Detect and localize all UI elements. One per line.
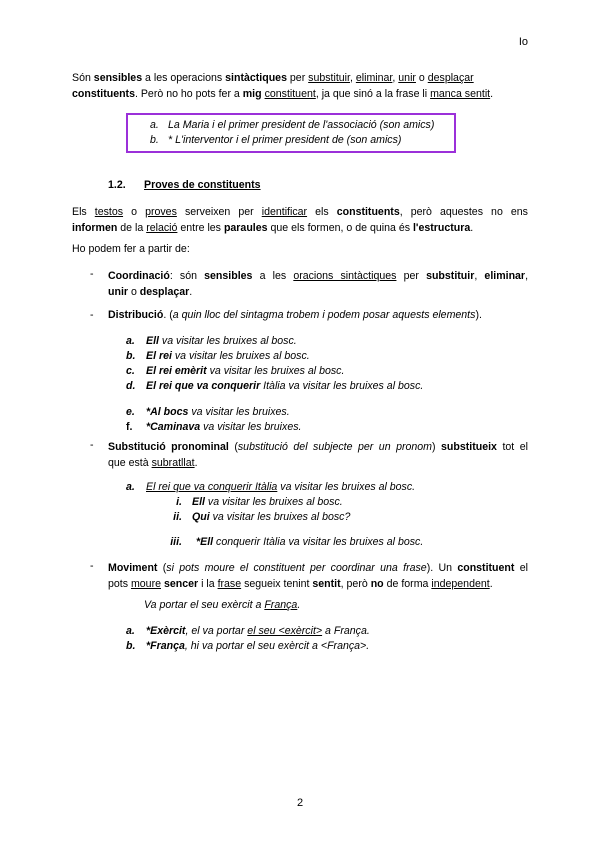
bullet-dash: - xyxy=(90,268,94,280)
example-row xyxy=(126,639,370,654)
text: eliminar xyxy=(484,270,526,282)
distribution-item xyxy=(108,309,482,321)
text: sencer xyxy=(163,578,199,590)
example-box xyxy=(126,113,456,153)
text: *Exèrcit xyxy=(146,625,186,637)
text: a les operacions xyxy=(142,72,226,84)
text: conquerir Itàlia va visitar les bruixes al bosc. xyxy=(213,536,424,548)
substitution-subexamples xyxy=(144,495,423,550)
text: va visitar les bruixes. xyxy=(200,421,302,433)
text: o xyxy=(415,72,428,84)
example-row xyxy=(126,405,423,420)
example-row xyxy=(126,334,423,349)
text: ) xyxy=(432,441,442,453)
text: constituent xyxy=(264,88,316,100)
text: que els formen, o de quina és xyxy=(267,222,413,234)
text: identificar xyxy=(261,206,308,218)
distribution-examples xyxy=(126,334,423,435)
example-row xyxy=(126,379,423,394)
text: substitueix xyxy=(441,441,497,453)
text: no xyxy=(370,578,384,590)
text: *França xyxy=(146,640,185,652)
text: Els xyxy=(72,206,95,218)
text: a França. xyxy=(322,625,370,637)
example-label: b. xyxy=(126,640,136,652)
coordination-item xyxy=(108,268,528,300)
text: El rei emèrit xyxy=(146,365,207,377)
text: frase xyxy=(217,578,242,590)
text: testos xyxy=(94,206,124,218)
intro-paragraph xyxy=(72,70,528,102)
text: El rei xyxy=(146,350,172,362)
text: sensibles xyxy=(93,72,143,84)
example-label: b. xyxy=(126,350,136,362)
text: *Caminava xyxy=(146,421,201,433)
text: va visitar les bruixes. xyxy=(188,406,290,418)
example-text: * L'interventor i el primer president de (son amics) xyxy=(168,134,402,146)
example-label: e. xyxy=(126,406,135,418)
text: ( xyxy=(157,562,167,574)
example-label: b. xyxy=(150,134,159,146)
text: el seu <exèrcit> xyxy=(247,625,323,637)
text: Distribució xyxy=(108,309,164,321)
example-label: a. xyxy=(150,119,159,131)
example-label: a. xyxy=(126,335,135,347)
text: l'estructura xyxy=(412,222,471,234)
text: que està xyxy=(108,457,152,469)
text: de la xyxy=(117,222,147,234)
text: Substitució pronominal xyxy=(108,441,229,453)
bullet-dash: - xyxy=(90,439,94,451)
text: va visitar les bruixes al bosc. xyxy=(158,335,297,347)
example-label: a. xyxy=(126,625,135,637)
text: serveixen per xyxy=(176,206,262,218)
text: va visitar les bruixes al bosc? xyxy=(209,511,351,523)
text: o xyxy=(123,206,146,218)
bullet-dash: - xyxy=(90,560,94,572)
text: tot el xyxy=(496,441,528,453)
text: . xyxy=(297,599,301,611)
text: , xyxy=(474,270,485,282)
text: independent xyxy=(431,578,490,590)
text: va visitar les bruixes al bosc. xyxy=(206,365,345,377)
text: Va portar el seu exèrcit a xyxy=(144,599,265,611)
text: ). Un xyxy=(426,562,458,574)
example-label: i. xyxy=(176,496,182,508)
example-row xyxy=(144,495,423,510)
text: Coordinació xyxy=(108,270,170,282)
text: el xyxy=(514,562,528,574)
text: va visitar les bruixes al bosc. xyxy=(204,496,343,508)
text: els xyxy=(307,206,337,218)
text: va visitar les bruixes al bosc. xyxy=(171,350,310,362)
text: Ell xyxy=(146,335,159,347)
example-label: iii. xyxy=(170,536,182,548)
text: subratllat xyxy=(151,457,195,469)
text: sintàctiques xyxy=(225,72,287,84)
section-title: Proves de constituents xyxy=(144,179,261,191)
text: sentit xyxy=(312,578,341,590)
text: a quin lloc del sintagma trobem i podem posar aquests elements xyxy=(172,309,476,321)
text: per xyxy=(286,72,309,84)
example-row xyxy=(126,624,370,639)
text: ( xyxy=(228,441,238,453)
text: , però aquestes no ens xyxy=(399,206,528,218)
example-label: f. xyxy=(126,421,133,433)
example-label: ii. xyxy=(173,511,182,523)
text: moure xyxy=(130,578,161,590)
text: *Ell xyxy=(196,536,214,548)
text: manca sentit xyxy=(430,88,491,100)
text: substituir xyxy=(308,72,350,84)
text: . Però no ho pots fer a xyxy=(134,88,243,100)
text: proves xyxy=(145,206,177,218)
movement-item xyxy=(108,560,528,592)
example-row xyxy=(144,535,423,550)
text: Moviment xyxy=(108,562,158,574)
text: relació xyxy=(146,222,178,234)
text: : són xyxy=(169,270,205,282)
text: constituent xyxy=(457,562,515,574)
text: . xyxy=(189,286,193,298)
text: ). xyxy=(475,309,482,321)
text: França xyxy=(264,599,298,611)
text: per xyxy=(396,270,427,282)
text: de forma xyxy=(383,578,432,590)
text: . xyxy=(489,578,493,590)
text: va visitar les bruixes al bosc. xyxy=(277,481,416,493)
text: El rei que va conquerir xyxy=(146,380,261,392)
example-label: c. xyxy=(126,365,135,377)
example-row xyxy=(126,349,423,364)
text: , el va portar xyxy=(185,625,248,637)
text: informen xyxy=(72,222,118,234)
text: El rei que va conquerir Itàlia xyxy=(146,481,278,493)
text: Són xyxy=(72,72,94,84)
example-label: a. xyxy=(126,481,135,493)
text: unir xyxy=(108,286,129,298)
text: a les xyxy=(252,270,294,282)
page-number: 2 xyxy=(296,797,304,809)
example-text: La Maria i el primer president de l'associació (son amics) xyxy=(168,119,435,131)
text: o xyxy=(128,286,140,298)
text: substitució del subjecte per un pronom xyxy=(237,441,432,453)
text: i la xyxy=(198,578,218,590)
text: sensibles xyxy=(204,270,253,282)
text: , xyxy=(349,72,356,84)
movement-examples xyxy=(126,624,370,654)
text: , però xyxy=(340,578,371,590)
text: , ja que sinó a la frase li xyxy=(315,88,431,100)
text: eliminar xyxy=(355,72,393,84)
text: . xyxy=(194,457,198,469)
text: , xyxy=(392,72,399,84)
text: Itàlia va visitar les bruixes al bosc. xyxy=(260,380,424,392)
substitution-item xyxy=(108,439,528,471)
text: si pots moure el constituent per coordinar una frase xyxy=(166,562,427,574)
text: paraules xyxy=(223,222,268,234)
text: pots xyxy=(108,578,131,590)
bullet-dash: - xyxy=(90,309,94,321)
text: unir xyxy=(398,72,416,84)
example-label: d. xyxy=(126,380,136,392)
text: desplaçar xyxy=(427,72,474,84)
text: entre les xyxy=(177,222,224,234)
text: substituir xyxy=(426,270,475,282)
text: constituents xyxy=(336,206,400,218)
text: *Al bocs xyxy=(146,406,189,418)
example-row xyxy=(126,420,423,435)
text: constituents xyxy=(72,88,135,100)
section-number: 1.2. xyxy=(108,179,126,191)
text: oracions sintàctiques xyxy=(293,270,397,282)
text: . ( xyxy=(163,309,173,321)
intro-list-text: Ho podem fer a partir de: xyxy=(72,243,190,255)
text: , hi va portar el seu exèrcit a <França>. xyxy=(184,640,370,652)
text: segueix tenint xyxy=(241,578,313,590)
text: desplaçar xyxy=(139,286,190,298)
tests-paragraph xyxy=(72,204,528,236)
text: Ell xyxy=(192,496,205,508)
text: . xyxy=(490,88,494,100)
text: mig xyxy=(242,88,262,100)
page-header-tag: Io xyxy=(518,36,528,48)
text: . xyxy=(470,222,474,234)
example-row xyxy=(126,364,423,379)
movement-base-sentence xyxy=(144,599,300,611)
text: , xyxy=(525,270,529,282)
substitution-example xyxy=(126,480,415,495)
example-row xyxy=(144,510,423,525)
text: Qui xyxy=(192,511,210,523)
